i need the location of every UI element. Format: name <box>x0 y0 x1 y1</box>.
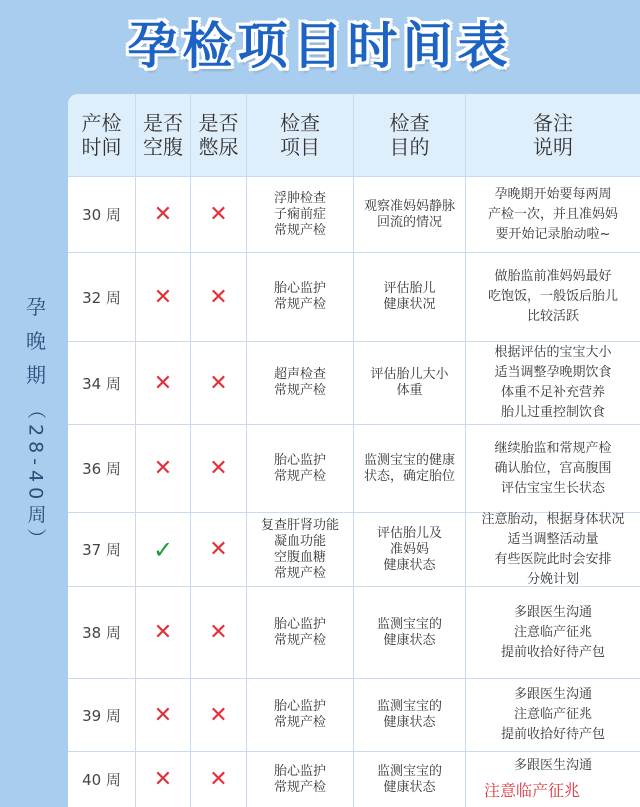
cross-icon: ✕ <box>153 620 173 645</box>
week-cell: 39 周 <box>68 679 136 751</box>
table-row <box>68 678 640 751</box>
bladder-cell <box>191 513 247 586</box>
exam-items-cell: 胎心监护 常规产检 <box>247 679 354 751</box>
exam-items-cell: 胎心监护 常规产检 <box>247 425 354 512</box>
note-text: 多跟医生沟通 注意临产征兆 提前收拾好待产包 <box>500 687 605 742</box>
cross-icon: ✕ <box>209 284 228 310</box>
page-title: 孕检项目时间表 <box>127 17 513 75</box>
note-text: 多跟医生沟通 <box>513 758 592 773</box>
cross-icon: ✕ <box>209 620 228 645</box>
bladder-cell <box>191 679 247 751</box>
table-row <box>68 341 640 424</box>
table-row <box>68 751 640 807</box>
week-cell: 34 周 <box>68 342 136 424</box>
trimester-char: 期 <box>26 363 46 387</box>
note-cell <box>466 752 640 807</box>
week-cell: 38 周 <box>68 587 136 678</box>
cross-icon: ✕ <box>209 456 228 481</box>
table-row <box>68 512 640 586</box>
exam-purpose-cell: 评估胎儿大小 体重 <box>354 342 466 424</box>
cross-icon: ✕ <box>153 202 173 227</box>
exam-items-cell: 胎心监护 常规产检 <box>247 752 354 807</box>
fasting-cell <box>136 752 191 807</box>
trimester-range: （28-40周） <box>24 400 47 553</box>
header-cell: 检查 目的 <box>354 94 466 176</box>
week-cell: 32 周 <box>68 253 136 341</box>
exam-items-cell: 浮肿检查 子痫前症 常规产检 <box>247 177 354 252</box>
fasting-cell <box>136 342 191 424</box>
note-text: 做胎监前准妈妈最好 吃饱饭，一般饭后胎儿 比较活跃 <box>487 269 618 324</box>
trimester-char: 孕 <box>26 295 46 319</box>
bladder-cell <box>191 177 247 252</box>
fasting-cell <box>136 513 191 586</box>
exam-items-cell: 超声检查 常规产检 <box>247 342 354 424</box>
week-cell: 40 周 <box>68 752 136 807</box>
note-cell <box>466 177 640 252</box>
exam-items-cell: 胎心监护 常规产检 <box>247 253 354 341</box>
schedule-table <box>68 94 640 807</box>
cross-icon: ✕ <box>153 370 173 396</box>
note-cell <box>466 587 640 678</box>
exam-purpose-cell: 监测宝宝的 健康状态 <box>354 679 466 751</box>
exam-purpose-cell: 观察准妈妈静脉 回流的情况 <box>354 177 466 252</box>
exam-items-cell: 复查肝肾功能 凝血功能 空腹血糖 常规产检 <box>247 513 354 586</box>
exam-purpose-cell: 监测宝宝的健康 状态，确定胎位 <box>354 425 466 512</box>
exam-purpose-cell: 评估胎儿及 准妈妈 健康状态 <box>354 513 466 586</box>
cross-icon: ✕ <box>153 456 173 481</box>
table-row <box>68 176 640 252</box>
trimester-label <box>16 290 56 553</box>
labor-signs-highlight: 注意临产征兆 <box>480 776 584 803</box>
week-cell: 36 周 <box>68 425 136 512</box>
bladder-cell <box>191 253 247 341</box>
note-cell <box>466 342 640 424</box>
fasting-cell <box>136 425 191 512</box>
cross-icon: ✕ <box>153 284 173 310</box>
header-cell: 产检 时间 <box>68 94 136 176</box>
trimester-char: 晚 <box>26 329 46 353</box>
trimester-name <box>26 290 46 392</box>
table-row <box>68 586 640 678</box>
note-cell <box>466 253 640 341</box>
table-row <box>68 252 640 341</box>
table-row <box>68 424 640 512</box>
exam-purpose-cell: 监测宝宝的 健康状态 <box>354 587 466 678</box>
header-cell: 是否 憋尿 <box>191 94 247 176</box>
header-cell: 是否 空腹 <box>136 94 191 176</box>
fasting-cell <box>136 679 191 751</box>
table-header-row <box>68 94 640 176</box>
fasting-cell <box>136 253 191 341</box>
note-cell <box>466 425 640 512</box>
note-text: 继续胎监和常规产检 确认胎位，宫高腹围 评估宝宝生长状态 <box>494 440 612 496</box>
bladder-cell <box>191 587 247 678</box>
note-text: 注意胎动，根据身体状况 适当调整活动量 有些医院此时会安排 分娩计划 <box>481 511 625 587</box>
exam-purpose-cell: 监测宝宝的 健康状态 <box>354 752 466 807</box>
exam-items-cell: 胎心监护 常规产检 <box>247 587 354 678</box>
exam-purpose-cell: 评估胎儿 健康状况 <box>354 253 466 341</box>
cross-icon: ✕ <box>209 702 228 728</box>
cross-icon: ✕ <box>153 702 173 728</box>
cross-icon: ✕ <box>209 370 228 396</box>
cross-icon: ✕ <box>209 537 228 562</box>
check-icon: ✓ <box>152 535 174 564</box>
fasting-cell <box>136 587 191 678</box>
fasting-cell <box>136 177 191 252</box>
week-cell: 37 周 <box>68 513 136 586</box>
header-cell: 检查 项目 <box>247 94 354 176</box>
note-text: 根据评估的宝宝大小 适当调整孕晚期饮食 体重不足补充营养 胎儿过重控制饮食 <box>494 345 612 420</box>
cross-icon: ✕ <box>153 767 173 792</box>
header-cell: 备注 说明 <box>533 111 573 159</box>
bladder-cell <box>191 342 247 424</box>
note-cell <box>466 513 640 586</box>
bladder-cell <box>191 752 247 807</box>
note-text: 孕晚期开始要每两周 产检一次，并且准妈妈 要开始记录胎动啦~ <box>487 186 618 242</box>
note-text: 多跟医生沟通 注意临产征兆 提前收拾好待产包 <box>500 604 605 660</box>
cross-icon: ✕ <box>209 767 228 792</box>
cross-icon: ✕ <box>209 202 228 227</box>
bladder-cell <box>191 425 247 512</box>
note-cell <box>466 679 640 751</box>
week-cell: 30 周 <box>68 177 136 252</box>
